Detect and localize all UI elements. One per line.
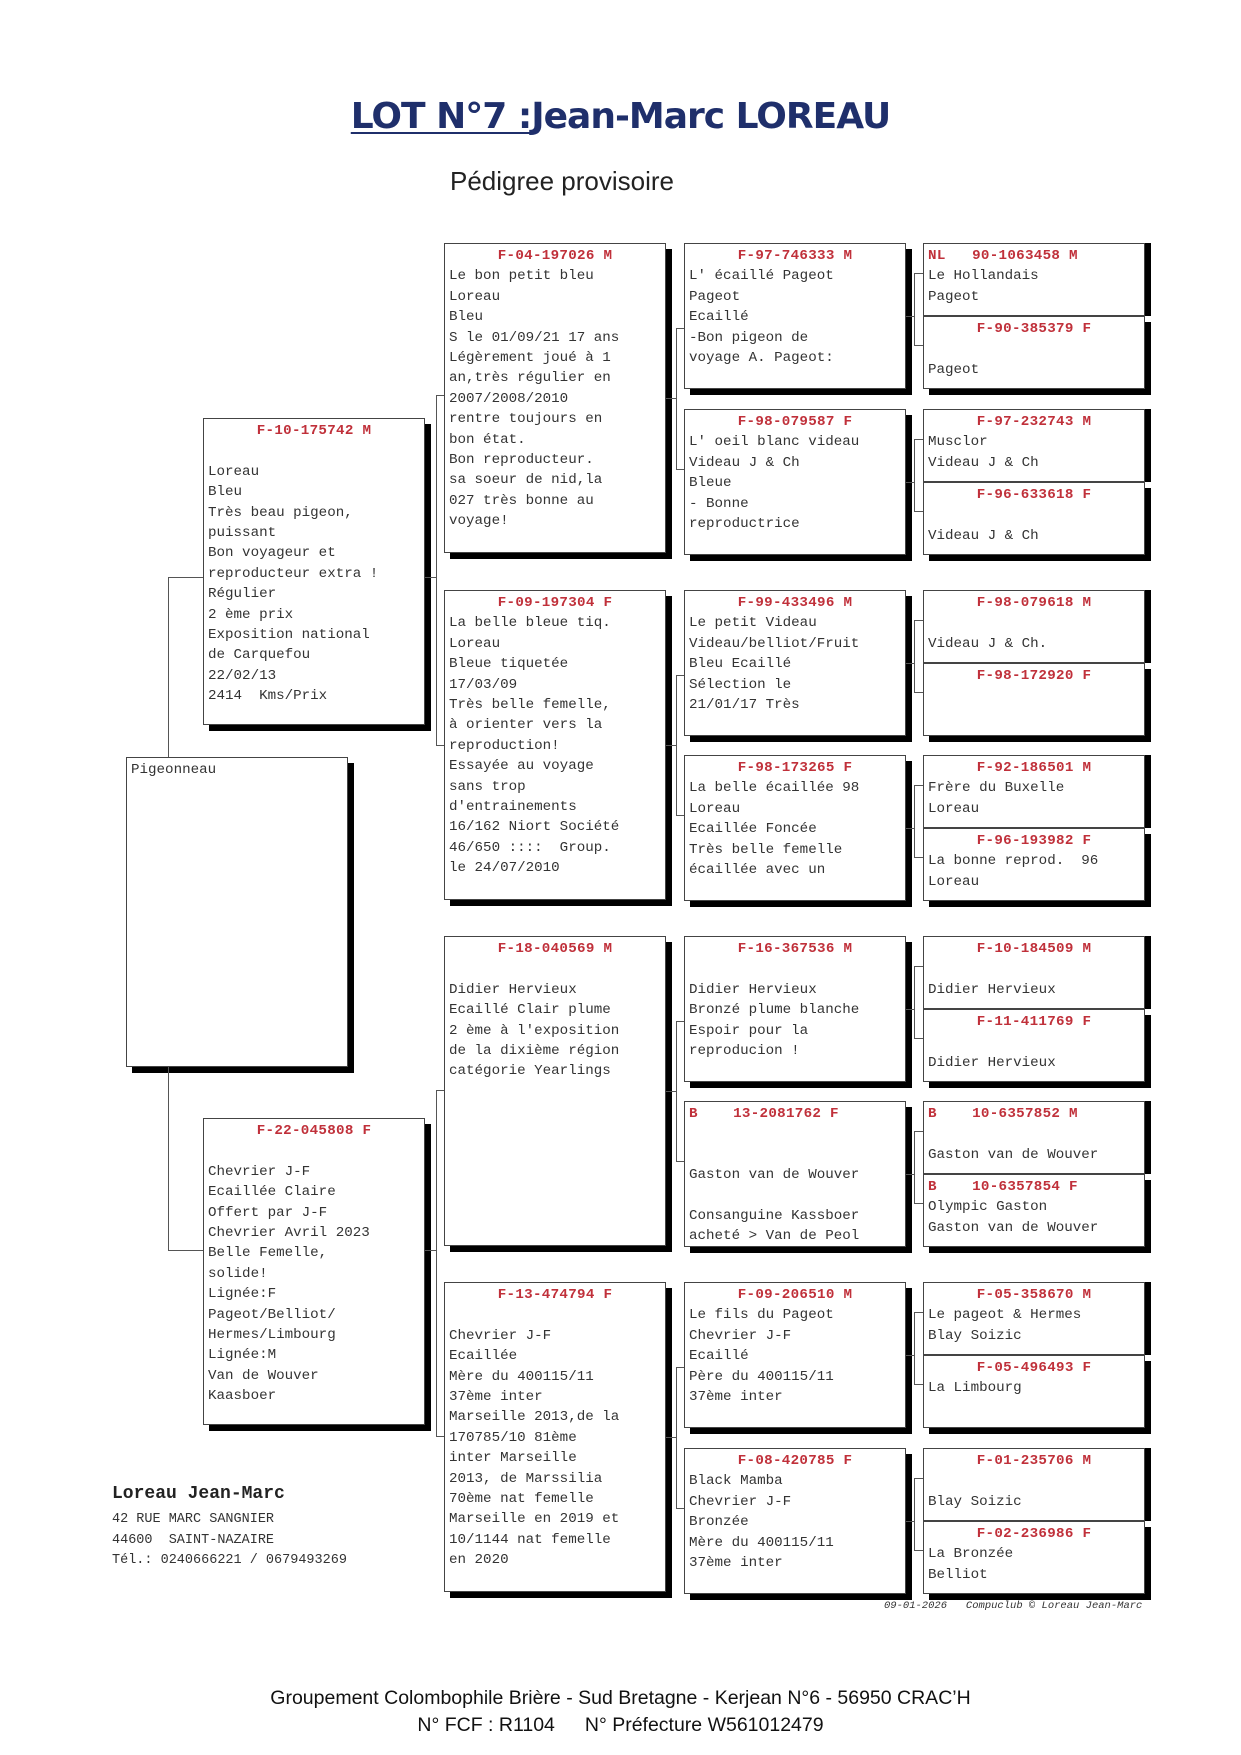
ring-number: F-97-746333 M [737, 248, 853, 264]
connector-line [906, 1174, 914, 1175]
connector-line [436, 1090, 444, 1091]
fcf-number: N° FCF : R1104 [417, 1714, 555, 1736]
pedigree-note-line: 2414 Kms/Prix [208, 688, 328, 705]
software-credit [884, 1600, 1142, 1612]
pedigree-note-line: Kaasboer [208, 1388, 277, 1405]
ring-number: B 13-2081762 F [689, 1106, 839, 1122]
pedigree-note-line [928, 613, 1140, 633]
pedigree-note-line: Bronzé plume blanche [689, 1002, 860, 1019]
gg-grandsire-box [923, 1448, 1145, 1521]
pedigree-note-line: Marseille 2013,de la [449, 1409, 620, 1426]
ring-number: F-05-496493 F [976, 1360, 1092, 1376]
gg-granddam-box [923, 316, 1145, 389]
great-grandparent-box [684, 936, 906, 1082]
lot-number: LOT N°7 : [350, 96, 532, 137]
pedigree-note-line: La Limbourg [928, 1380, 1022, 1397]
club-address: Groupement Colombophile Brière - Sud Bretagne - Kerjean N°6 - 56950 CRAC’H [270, 1687, 971, 1709]
pedigree-note-line: Bleu [208, 484, 243, 501]
connector-line [168, 1067, 169, 1251]
ring-number: F-05-358670 M [976, 1287, 1092, 1303]
pedigree-note-line: Très belle femelle [689, 841, 843, 858]
pedigree-note-line: 21/01/17 Très [689, 697, 800, 714]
pedigree-note-line: Ecaillé [689, 1348, 749, 1365]
club-footer [0, 1685, 1241, 1739]
pedigree-note-line: 37ème inter [689, 1389, 783, 1406]
connector-line [666, 1437, 676, 1438]
pedigree-note-line: Didier Hervieux [689, 981, 817, 998]
connector-line [676, 1508, 684, 1509]
gg-granddam-box [923, 663, 1145, 736]
ring-number: F-04-197026 M [497, 248, 613, 264]
lot-title [0, 96, 1241, 137]
gg-granddam-box [923, 482, 1145, 555]
pedigree-note-line: Le bon petit bleu [449, 268, 594, 285]
pedigree-note-line [928, 505, 1140, 525]
connector-line [914, 1478, 923, 1479]
pedigree-note-line: écaillée avec un [689, 862, 826, 879]
pedigree-note-line [928, 1471, 1140, 1491]
pedigree-note-line: le 24/07/2010 [449, 860, 560, 877]
pedigree-note-line: Légèrement joué à 1 [449, 350, 611, 367]
pedigree-note-line: 2007/2008/2010 [449, 390, 569, 407]
pedigree-note-line: Bronzée [689, 1514, 749, 1531]
pedigree-note-line: reproducteur extra ! [208, 565, 379, 582]
pedigree-note-line: 027 très bonne au [449, 492, 594, 509]
connector-line [914, 857, 923, 858]
pedigree-note-line: Didier Hervieux [449, 981, 577, 998]
pedigree-note-line: Blay Soizic [928, 1327, 1022, 1344]
pedigree-note-line: 16/162 Niort Société [449, 819, 620, 836]
great-grandparent-box [684, 1448, 906, 1594]
pedigree-note-line: Exposition national [208, 627, 370, 644]
connector-line [914, 1384, 923, 1385]
dam-box [203, 1118, 425, 1425]
connector-line [666, 1091, 676, 1092]
pedigree-note-line: Blay Soizic [928, 1493, 1022, 1510]
ring-number: F-09-197304 F [497, 595, 613, 611]
pedigree-note-line: -Bon pigeon de [689, 329, 809, 346]
gg-grandsire-box [923, 590, 1145, 663]
pedigree-note-line [449, 1305, 661, 1325]
ring-number: F-08-420785 F [737, 1453, 853, 1469]
pedigree-note-line: 2 ème prix [208, 606, 294, 623]
connector-line [914, 273, 915, 345]
pedigree-note-line: - Bonne [689, 495, 749, 512]
gg-grandsire-box [923, 1282, 1145, 1355]
pedigree-note-line: reproducion ! [689, 1043, 800, 1060]
owner-address-city: 44600 SAINT-NAZAIRE [112, 1532, 275, 1548]
pedigree-note-line: rentre toujours en [449, 411, 603, 428]
ring-number: F-98-079618 M [976, 595, 1092, 611]
pedigree-note-line: Bleue tiquetée [449, 656, 569, 673]
pedigree-note-line: Gaston van de Wouver [689, 1167, 860, 1184]
pedigree-note-line: 2 ème à l'exposition [449, 1022, 620, 1039]
connector-line [906, 316, 914, 317]
great-grandparent-box [684, 755, 906, 901]
print-date: 09-01-2026 [884, 1600, 948, 1612]
pedigree-note-line: Offert par J-F [208, 1204, 328, 1221]
pedigree-note-line: Bon reproducteur. [449, 452, 594, 469]
pedigree-note-line: 2013, de Marssilia [449, 1470, 603, 1487]
connector-line [906, 1009, 914, 1010]
connector-line [914, 785, 915, 857]
connector-line [914, 439, 923, 440]
connector-line [676, 328, 684, 329]
connector-line [436, 1436, 444, 1437]
subject-box [126, 757, 348, 1067]
pedigree-subtitle: Pédigree provisoire [450, 166, 675, 196]
pedigree-note-line: Sélection le [689, 676, 792, 693]
connector-line [168, 577, 169, 757]
pedigree-note-line: Marseille en 2019 et [449, 1511, 620, 1528]
pedigree-note-line: Ecaillée Claire [208, 1184, 336, 1201]
connector-line [914, 1550, 923, 1551]
connector-line [914, 785, 923, 786]
pedigree-note-line [689, 959, 901, 979]
gg-granddam-box [923, 1174, 1145, 1247]
pedigree-note-line: La bonne reprod. 96 [928, 853, 1099, 870]
great-grandparent-box [684, 243, 906, 389]
connector-line [914, 439, 915, 511]
connector-line [914, 273, 923, 274]
pedigree-note-line: Loreau [689, 800, 741, 817]
pedigree-note-line: catégorie Yearlings [449, 1063, 611, 1080]
pedigree-note-line: à orienter vers la [449, 717, 603, 734]
pedigree-note-line: solide! [208, 1265, 268, 1282]
owner-block [112, 1484, 347, 1572]
ring-number: F-98-172920 F [976, 668, 1092, 684]
connector-line [436, 395, 437, 745]
pedigree-note-line: Le fils du Pageot [689, 1307, 834, 1324]
connector-line [906, 1355, 914, 1356]
pedigree-note-line: Très beau pigeon, [208, 504, 353, 521]
connector-line [436, 1090, 437, 1436]
pedigree-note-line: Le pageot & Hermes [928, 1307, 1082, 1324]
connector-line [914, 1038, 923, 1039]
pedigree-note-line: Mère du 400115/11 [449, 1368, 594, 1385]
pedigree-note-line: Bleu Ecaillé [689, 656, 792, 673]
pedigree-note-line: Chevrier J-F [689, 1493, 792, 1510]
connector-line [914, 345, 923, 346]
pedigree-note-line: Père du 400115/11 [689, 1368, 834, 1385]
pedigree-note-line: Didier Hervieux [928, 981, 1056, 998]
ring-number: F-92-186501 M [976, 760, 1092, 776]
pedigree-note-line: Musclor [928, 434, 988, 451]
compuclub-credit: Compuclub © Loreau Jean-Marc [965, 1600, 1143, 1612]
pedigree-note-line [449, 959, 661, 979]
grandparent-box [444, 590, 666, 900]
pedigree-note-line: Chevrier J-F [689, 1327, 792, 1344]
pedigree-note-line: Lignée:F [208, 1286, 277, 1303]
pedigree-note-line: bon état. [449, 431, 526, 448]
pedigree-note-line: 170785/10 81ème [449, 1429, 577, 1446]
pedigree-note-line: Pageot/Belliot/ [208, 1306, 336, 1323]
pedigree-note-line: La Bronzée [928, 1546, 1014, 1563]
connector-line [914, 1312, 923, 1313]
pedigree-note-line [208, 1141, 420, 1161]
pedigree-note-line: Videau J & Ch [928, 454, 1039, 471]
connector-line [676, 1021, 677, 1161]
connector-line [914, 692, 923, 693]
pedigree-note-line: Chevrier J-F [208, 1163, 311, 1180]
pedigree-note-line: S le 01/09/21 17 ans [449, 329, 620, 346]
pedigree-note-line: Loreau [208, 463, 260, 480]
ring-number: F-99-433496 M [737, 595, 853, 611]
connector-line [676, 675, 684, 676]
ring-number: B 10-6357852 M [928, 1106, 1078, 1122]
sire-box [203, 418, 425, 725]
pedigree-note-line: en 2020 [449, 1552, 509, 1569]
great-grandparent-box [684, 409, 906, 555]
pedigree-note-line: Chevrier Avril 2023 [208, 1225, 370, 1242]
great-grandparent-box [684, 1282, 906, 1428]
connector-line [436, 395, 444, 396]
pedigree-note-line: Bon voyageur et [208, 545, 336, 562]
great-grandparent-box [684, 1101, 906, 1247]
pedigree-note-line: Videau J & Ch [689, 454, 800, 471]
pedigree-note-line: an,très régulier en [449, 370, 611, 387]
connector-line [906, 482, 914, 483]
pedigree-note-line: Loreau [928, 800, 980, 817]
gg-granddam-box [923, 1009, 1145, 1082]
gg-grandsire-box [923, 1101, 1145, 1174]
connector-line [914, 511, 923, 512]
ring-number: F-01-235706 M [976, 1453, 1092, 1469]
pedigree-note-line: Bleu [449, 309, 484, 326]
pedigree-note-line: Ecaillée Foncée [689, 821, 817, 838]
pedigree-note-line [928, 959, 1140, 979]
ring-number: NL 90-1063458 M [928, 248, 1078, 264]
pedigree-note-line [689, 1124, 901, 1144]
connector-line [914, 966, 915, 1038]
pedigree-note-line: Belliot [928, 1566, 988, 1583]
pedigree-note-line: Chevrier J-F [449, 1327, 552, 1344]
pedigree-note-line: Videau/belliot/Fruit [689, 635, 860, 652]
ring-number: F-96-193982 F [976, 833, 1092, 849]
gg-granddam-box [923, 1521, 1145, 1594]
ring-number: F-10-175742 M [256, 423, 372, 439]
connector-line [676, 1367, 677, 1508]
pedigree-note-line: Bleue [689, 475, 732, 492]
ring-number: F-97-232743 M [976, 414, 1092, 430]
pedigree-note-line: Le Hollandais [928, 268, 1039, 285]
pedigree-note-line: Hermes/Limbourg [208, 1327, 336, 1344]
pedigree-note-line: Très belle femelle, [449, 697, 611, 714]
pedigree-note-line: 46/650 :::: Group. [449, 839, 611, 856]
grandparent-box [444, 1282, 666, 1592]
pedigree-note-line: Mère du 400115/11 [689, 1534, 834, 1551]
pedigree-note-line: La belle bleue tiq. [449, 615, 611, 632]
pedigree-note-line [689, 1145, 901, 1165]
pedigree-note-line: Ecaillée [449, 1348, 518, 1365]
pedigree-note-line: Loreau [449, 635, 501, 652]
pedigree-note-line [689, 1186, 901, 1206]
pedigree-note-line: sa soeur de nid,la [449, 472, 603, 489]
connector-line [676, 1367, 684, 1368]
pedigree-note-line: Essayée au voyage [449, 758, 594, 775]
connector-line [914, 1131, 915, 1203]
connector-line [168, 1250, 203, 1251]
connector-line [914, 1203, 923, 1204]
pedigree-note-line: 37ème inter [449, 1389, 543, 1406]
connector-line [666, 398, 676, 399]
connector-line [914, 1312, 915, 1384]
ring-number: F-16-367536 M [737, 941, 853, 957]
connector-line [914, 620, 915, 692]
connector-line [676, 1161, 684, 1162]
pedigree-note-line [928, 1032, 1140, 1052]
pedigree-note-line: L' écaillé Pageot [689, 268, 834, 285]
connector-line [676, 815, 684, 816]
connector-line [906, 828, 914, 829]
connector-line [666, 745, 676, 746]
gg-grandsire-box [923, 409, 1145, 482]
pedigree-note-line: de la dixième région [449, 1043, 620, 1060]
connector-line [914, 966, 923, 967]
ring-number: F-02-236986 F [976, 1526, 1092, 1542]
gg-grandsire-box [923, 936, 1145, 1009]
ring-number: F-09-206510 M [737, 1287, 853, 1303]
pedigree-note-line: d'entrainements [449, 799, 577, 816]
pedigree-note-line: Frère du Buxelle [928, 780, 1065, 797]
pedigree-note-line: 10/1144 nat femelle [449, 1531, 611, 1548]
great-grandparent-box [684, 590, 906, 736]
connector-line [906, 663, 914, 664]
connector-line [906, 1521, 914, 1522]
ring-number: F-90-385379 F [976, 321, 1092, 337]
connector-line [676, 675, 677, 815]
gg-grandsire-box [923, 243, 1145, 316]
pedigree-note-line: de Carquefou [208, 647, 311, 664]
pedigree-note-line: voyage! [449, 513, 509, 530]
prefecture-number: N° Préfecture W561012479 [584, 1714, 824, 1736]
ring-number: F-18-040569 M [497, 941, 613, 957]
pedigree-note-line: puissant [208, 525, 277, 542]
pedigree-note-line: L' oeil blanc videau [689, 434, 860, 451]
pedigree-note-line: Pageot [928, 288, 980, 305]
pedigree-note-line: Pageot [928, 361, 980, 378]
pedigree-note-line: Espoir pour la [689, 1022, 809, 1039]
pedigree-note-line: Didier Hervieux [928, 1054, 1056, 1071]
pedigree-note-line: 17/03/09 [449, 676, 518, 693]
ring-number: F-10-184509 M [976, 941, 1092, 957]
pedigree-note-line: Pigeonneau [131, 762, 217, 778]
pedigree-note-line: acheté > Van de Peol [689, 1228, 860, 1245]
ring-number: F-13-474794 F [497, 1287, 613, 1303]
gg-granddam-box [923, 828, 1145, 901]
pedigree-note-line: Olympic Gaston [928, 1199, 1048, 1216]
connector-line [676, 328, 677, 469]
pedigree-note-line: Videau J & Ch [928, 527, 1039, 544]
pedigree-note-line: reproduction! [449, 737, 560, 754]
pedigree-note-line: Belle Femelle, [208, 1245, 328, 1262]
pedigree-note-line: Gaston van de Wouver [928, 1219, 1099, 1236]
pedigree-note-line: Lignée:M [208, 1347, 277, 1364]
pedigree-note-line: sans trop [449, 778, 526, 795]
pedigree-note-line: inter Marseille [449, 1450, 577, 1467]
owner-name: Loreau Jean-Marc [112, 1484, 285, 1504]
owner-address-street: 42 RUE MARC SANGNIER [112, 1512, 275, 1527]
connector-line [914, 1131, 923, 1132]
pedigree-note-line: Régulier [208, 586, 277, 603]
pedigree-note-line: 70ème nat femelle [449, 1491, 594, 1508]
pedigree-note-line: Ecaillé [689, 309, 749, 326]
ring-number: B 10-6357854 F [928, 1179, 1078, 1195]
connector-line [914, 620, 923, 621]
pedigree-note-line: 22/02/13 [208, 667, 277, 684]
connector-line [676, 469, 684, 470]
pedigree-note-line: voyage A. Pageot: [689, 350, 834, 367]
pedigree-note-line [928, 1124, 1140, 1144]
grandparent-box [444, 243, 666, 553]
pedigree-note-line: 37ème inter [689, 1555, 783, 1572]
pedigree-note-line: La belle écaillée 98 [689, 780, 860, 797]
pedigree-note-line: Loreau [928, 873, 980, 890]
pedigree-note-line [208, 441, 420, 461]
connector-line [914, 1478, 915, 1550]
pedigree-note-line: Van de Wouver [208, 1367, 319, 1384]
gg-grandsire-box [923, 755, 1145, 828]
connector-line [168, 577, 203, 578]
pedigree-note-line: Videau J & Ch. [928, 635, 1048, 652]
ring-number: F-22-045808 F [256, 1123, 372, 1139]
ring-number: F-98-079587 F [737, 414, 853, 430]
gg-granddam-box [923, 1355, 1145, 1428]
ring-number: F-96-633618 F [976, 487, 1092, 503]
pedigree-note-line: Ecaillé Clair plume [449, 1002, 611, 1019]
pedigree-note-line: Loreau [449, 288, 501, 305]
owner-phone: Tél.: 0240666221 / 0679493269 [112, 1553, 347, 1568]
ring-number: F-98-173265 F [737, 760, 853, 776]
breeder-name: Jean-Marc LOREAU [531, 96, 891, 137]
pedigree-note-line: Le petit Videau [689, 615, 817, 632]
pedigree-note-line: reproductrice [689, 516, 800, 533]
pedigree-note-line [928, 339, 1140, 359]
pedigree-note-line: Pageot [689, 288, 741, 305]
grandparent-box [444, 936, 666, 1246]
connector-line [676, 1021, 684, 1022]
pedigree-note-line: Black Mamba [689, 1473, 783, 1490]
connector-line [436, 745, 444, 746]
pedigree-note-line: Consanguine Kassboer [689, 1208, 860, 1225]
pedigree-note-line: Gaston van de Wouver [928, 1146, 1099, 1163]
ring-number: F-11-411769 F [976, 1014, 1092, 1030]
